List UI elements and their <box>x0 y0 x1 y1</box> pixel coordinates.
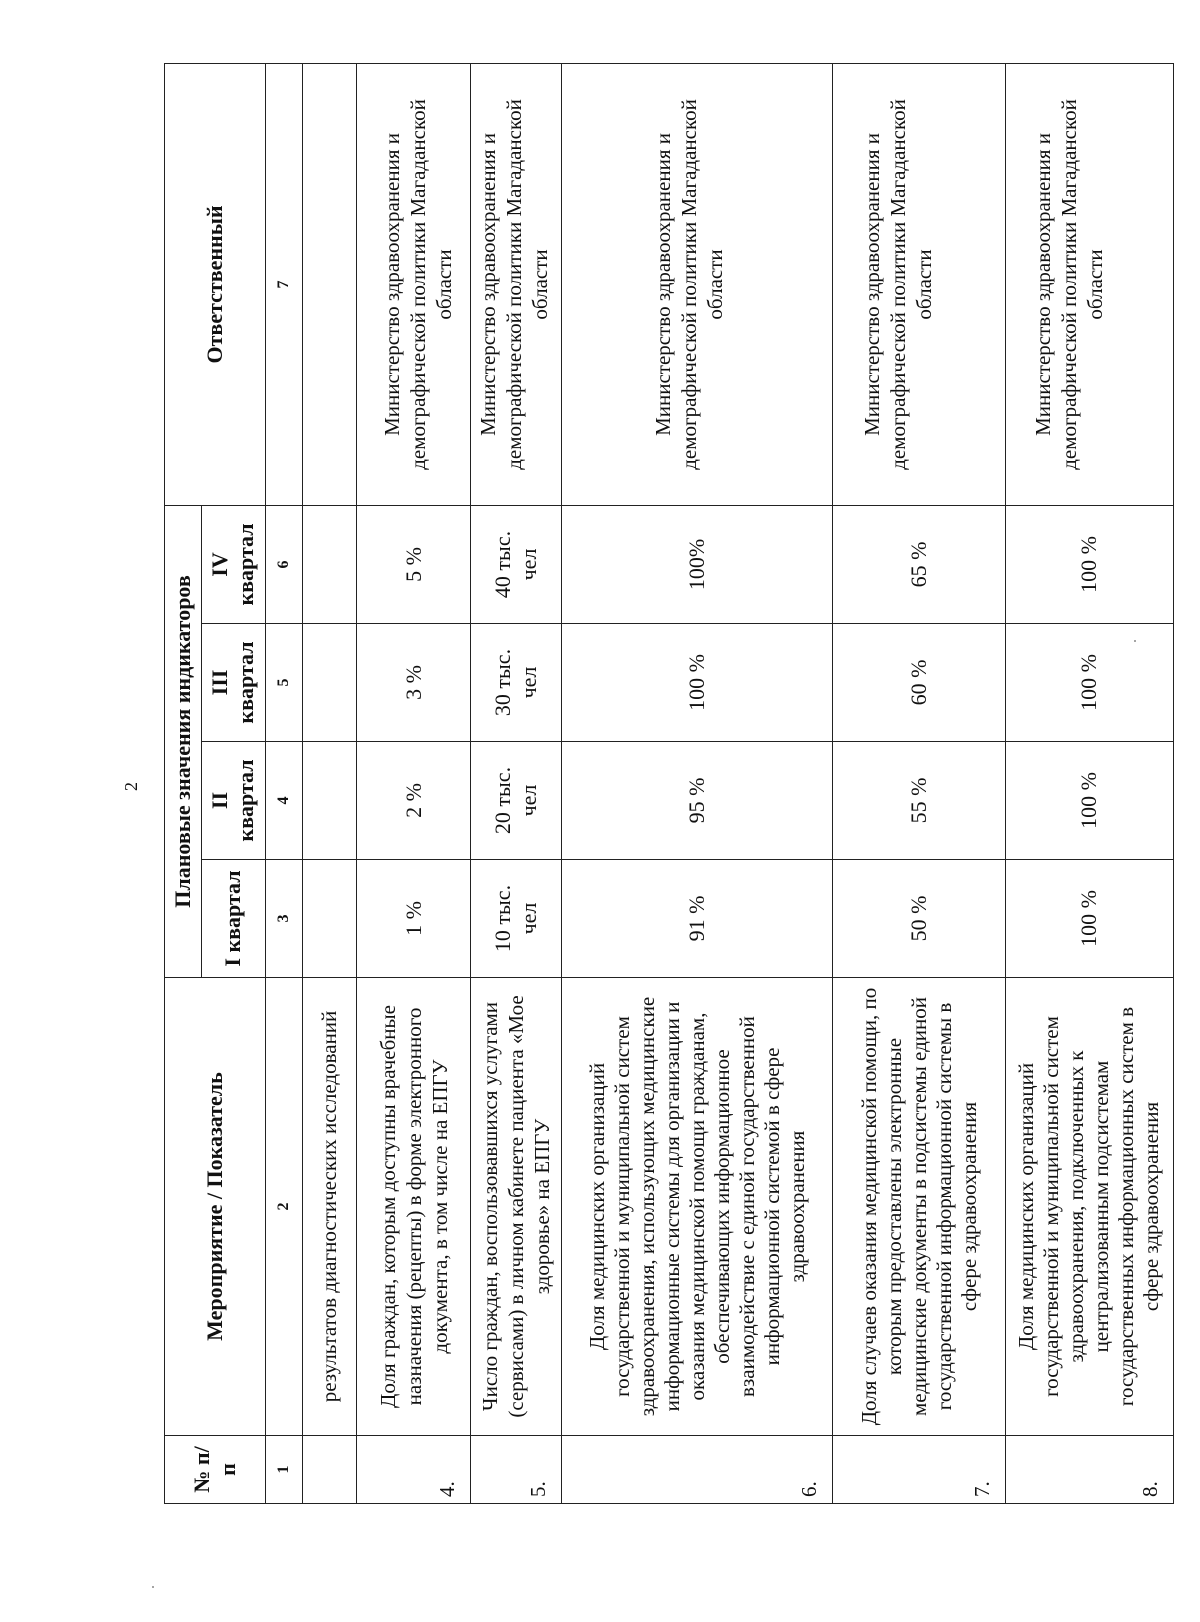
q3-value: 30 тыс. чел <box>470 624 561 742</box>
responsible: Министерство здравоохранения и демографической политики Магаданской области <box>562 63 833 505</box>
header-q2: II квартал <box>201 742 265 860</box>
responsible: Министерство здравоохранения и демографической политики Магаданской области <box>357 63 471 505</box>
q2-value: 95 % <box>562 742 833 860</box>
q3-value: 100 % <box>1005 624 1173 742</box>
table-row <box>562 63 833 1503</box>
q2-value: 100 % <box>1005 742 1173 860</box>
q1-value: 10 тыс. чел <box>470 860 561 978</box>
q3-value: 100 % <box>562 624 833 742</box>
responsible: Министерство здравоохранения и демографической политики Магаданской области <box>833 63 1005 505</box>
row-num: 6. <box>562 1436 833 1504</box>
q2-value: 20 тыс. чел <box>470 742 561 860</box>
q3-value: 60 % <box>833 624 1005 742</box>
column-number: 1 <box>265 1436 302 1504</box>
column-number: 6 <box>265 505 302 623</box>
header-num: № п/п <box>165 1436 266 1504</box>
header-q1: I квартал <box>201 860 265 978</box>
row-text: Доля медицинских организаций государственной и муниципальной систем здравоохранения, использующих медицинские информационные системы для организации и оказания медицинской помощи гражданам, обеспечивающих информационное взаимодействие с единой государственной информационной системой в сфере здравоохранения <box>562 978 833 1436</box>
column-number: 4 <box>265 742 302 860</box>
row-text: Доля граждан, которым доступны врачебные назначения (рецепты) в форме электронного документа, в том числе на ЕПГУ <box>357 978 471 1436</box>
q3-value <box>302 624 357 742</box>
q1-value <box>302 860 357 978</box>
rotated-table-wrapper <box>164 64 1174 1504</box>
q4-value: 65 % <box>833 505 1005 623</box>
q4-value: 100% <box>562 505 833 623</box>
q4-value: 5 % <box>357 505 471 623</box>
responsible: Министерство здравоохранения и демографической политики Магаданской области <box>1005 63 1173 505</box>
column-number: 5 <box>265 624 302 742</box>
q3-value: 3 % <box>357 624 471 742</box>
table-row <box>302 63 357 1503</box>
q1-value: 50 % <box>833 860 1005 978</box>
row-text: Доля медицинских организаций государственной и муниципальной систем здравоохранения, подключенных к централизованным подсистемам государственных информационных систем в сфере здравоохранения <box>1005 978 1173 1436</box>
row-text: Число граждан, воспользовавшихся услугами (сервисами) в личном кабинете пациента «Мое здоровье» на ЕПГУ <box>470 978 561 1436</box>
column-number: 2 <box>265 978 302 1436</box>
row-text: Доля случаев оказания медицинской помощи, по которым предоставлены электронные медицинские документы в подсистемы единой государственной информационной системы в сфере здравоохранения <box>833 978 1005 1436</box>
q2-value: 55 % <box>833 742 1005 860</box>
scan-speck <box>152 1586 154 1588</box>
header-activity: Мероприятие / Показатель <box>165 978 266 1436</box>
q2-value: 2 % <box>357 742 471 860</box>
indicators-table <box>164 63 1174 1504</box>
column-number: 3 <box>265 860 302 978</box>
header-planned: Плановые значения индикаторов <box>165 505 202 977</box>
row-num <box>302 1436 357 1504</box>
header-responsible: Ответственный <box>165 63 266 505</box>
row-num: 5. <box>470 1436 561 1504</box>
row-num: 7. <box>833 1436 1005 1504</box>
q1-value: 91 % <box>562 860 833 978</box>
page-number: 2 <box>121 782 141 791</box>
q2-value <box>302 742 357 860</box>
responsible <box>302 63 357 505</box>
q4-value <box>302 505 357 623</box>
header-q3: III квартал <box>201 624 265 742</box>
table-row <box>1005 63 1173 1503</box>
header-q4: IV квартал <box>201 505 265 623</box>
column-number: 7 <box>265 63 302 505</box>
continuation-text: результатов диагностических исследований <box>302 978 357 1436</box>
q1-value: 100 % <box>1005 860 1173 978</box>
table-row <box>470 63 561 1503</box>
table-row <box>833 63 1005 1503</box>
q4-value: 40 тыс. чел <box>470 505 561 623</box>
responsible: Министерство здравоохранения и демографической политики Магаданской области <box>470 63 561 505</box>
q1-value: 1 % <box>357 860 471 978</box>
row-num: 4. <box>357 1436 471 1504</box>
q4-value: 100 % <box>1005 505 1173 623</box>
row-num: 8. <box>1005 1436 1173 1504</box>
table-row <box>357 63 471 1503</box>
